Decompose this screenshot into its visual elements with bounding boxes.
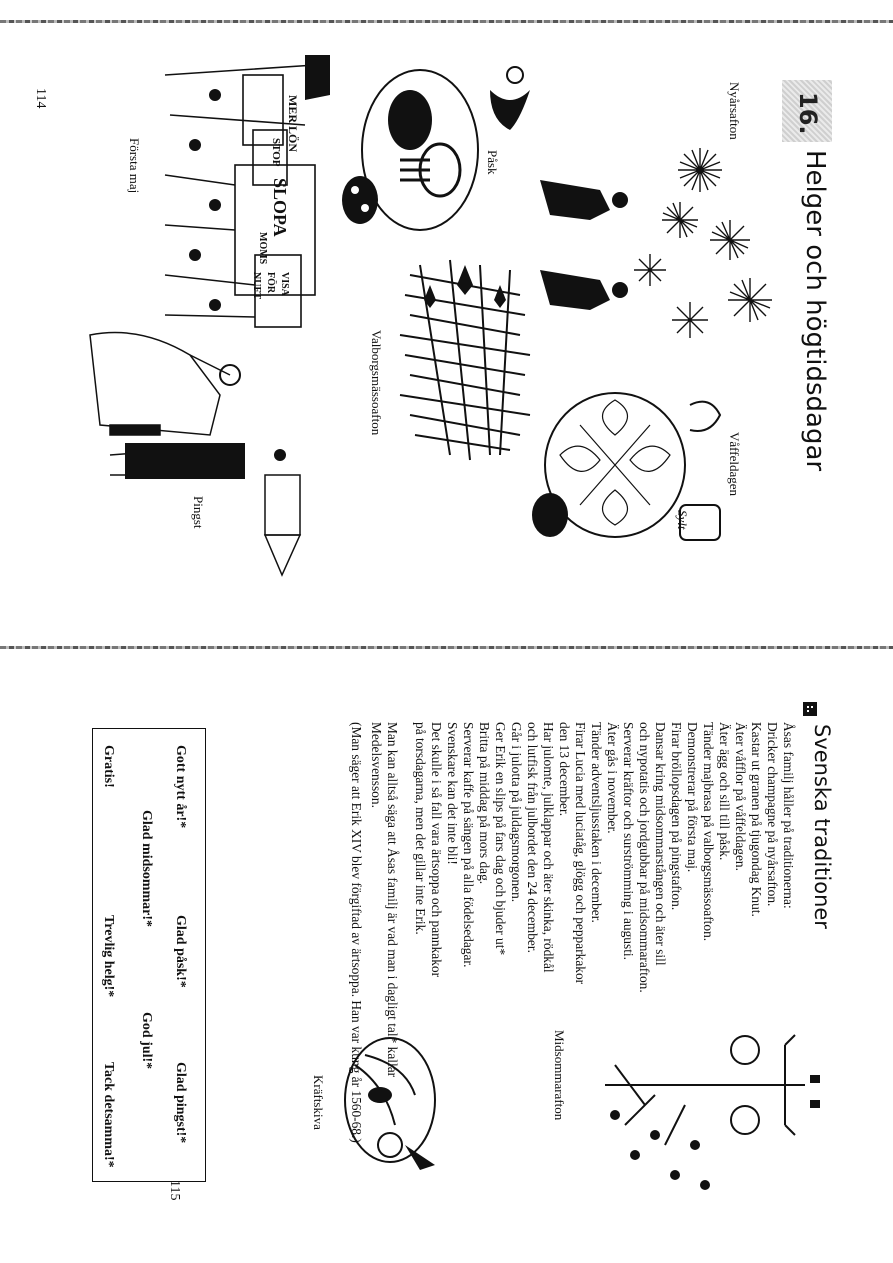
chapter-number: 16.	[794, 92, 822, 135]
label-forsta-maj: Första maj	[127, 138, 142, 194]
body-line-8: Firar bröllopsdagen på pingstafton.	[669, 722, 684, 911]
page-divider	[0, 646, 893, 649]
body-line-9: Dansar kring midsommarstången och äter sill	[653, 722, 668, 966]
sign-nuft: NUFT	[251, 272, 262, 300]
sign-mer-lon: MER LÖN	[286, 95, 300, 152]
pingst-wedding-illustration	[80, 315, 305, 585]
greeting-glad-midsommar: Glad midsommar!*	[139, 810, 154, 928]
nyarsafton-illustration	[530, 120, 780, 370]
body-line-24: på torsdagarna, men det gillar inte Erik.	[413, 722, 428, 935]
body-line-22: Svenskare kan det inte bli!	[445, 722, 460, 865]
label-pask: Påsk	[485, 150, 500, 175]
label-vaffeldagen: Våffeldagen	[727, 432, 742, 497]
sign-slopa: SLOPA	[270, 178, 290, 237]
sign-stop: STOP	[270, 138, 282, 167]
label-nyarsafton: Nyårsafton	[727, 82, 742, 140]
vaffeldagen-illustration	[530, 385, 730, 545]
body-line-7: Demonstrerar på första maj.	[685, 722, 700, 873]
label-valborgsmassoafton: Valborgsmässoafton	[369, 330, 384, 436]
body-line-1: Åsas familj håller på traditionerna:	[781, 722, 796, 909]
body-line-20: Britta på middag på mors dag.	[477, 722, 492, 885]
body-line-15: den 13 december.	[557, 722, 572, 817]
body-line-27: Medelsvensson.	[369, 722, 384, 808]
forsta-maj-demonstration-illustration	[155, 55, 330, 335]
audio-icon	[803, 702, 817, 716]
valborg-bonfire-illustration	[390, 255, 540, 465]
body-line-10: och nypotatis och jordgubbar på midsommarafton.	[637, 722, 652, 993]
body-line-13: Tänder adventsljusstaken i december.	[589, 722, 604, 923]
greeting-trevlig-helg: Trevlig helg!*	[101, 915, 116, 998]
body-line-19: Ger Erik en slips på fars dag och bjuder ut*	[493, 722, 508, 956]
body-line-11: Serverar kräftor och surströmming i augusti.	[621, 722, 636, 960]
body-line-6: Tänder majbrasa på valborgsmässoafton.	[701, 722, 716, 942]
greeting-tack-detsamma: Tack detsamma!*	[101, 1062, 116, 1168]
sign-moms: MOMS	[257, 232, 268, 265]
body-line-17: och lutfisk från julbordet den 24 december.	[525, 722, 540, 953]
label-kraftskiva: Kräftskiva	[311, 1075, 326, 1130]
label-midsommarafton: Midsommarafton	[552, 1030, 567, 1121]
sign-for: FÖR	[265, 272, 276, 294]
greeting-god-jul: God jul!*	[139, 1012, 154, 1070]
sign-visa: VISA	[279, 272, 290, 296]
body-line-3: Kastar ut granen på tjugondag Knut.	[749, 722, 764, 917]
label-pingst: Pingst	[191, 496, 206, 529]
greeting-grattis: Gratis!	[101, 745, 116, 788]
body-line-14: Firar Lucia med luciatåg, glögg och pepparkakor	[573, 722, 588, 985]
chapter-title: Helger och högtidsdagar	[800, 150, 830, 472]
greeting-gott-nytt-ar: Gott nytt år!*	[173, 745, 188, 829]
body-line-4: Äter våfflor på våffeldagen.	[733, 722, 748, 871]
scan-edge-top	[0, 20, 893, 23]
sign-sylt: Sylt	[675, 510, 690, 530]
body-line-16: Har julomte, julklappar och äter skinka, rödkål	[541, 722, 556, 973]
page-number-left: 114	[33, 88, 48, 109]
body-line-21: Serverar kaffe på sängen på alla födelsedagar.	[461, 722, 476, 968]
body-line-18: Går i julotta på juldagsmorgonen.	[509, 722, 524, 903]
midsommar-maypole-illustration	[585, 1005, 825, 1220]
body-line-5: Äter ägg och sill till påsk.	[717, 722, 732, 861]
pask-illustration	[340, 50, 540, 240]
greeting-glad-pask: Glad påsk!*	[173, 915, 188, 988]
body-line-26: Man kan alltså säga att Åsas familj är vad man i dagligt tal* kallar	[385, 722, 400, 1078]
body-line-2: Dricker champagne på nyårsafton.	[765, 722, 780, 907]
section-title: Svenska traditioner	[810, 724, 834, 929]
page-number-right: 115	[167, 1180, 182, 1201]
body-line-23: Det skulle i så fall vara ärtsoppa och pannkakor	[429, 722, 444, 978]
body-line-28: (Man säger att Erik XIV blev förgiftad av ärtsoppa. Han var kung år 1560-68.)	[349, 722, 364, 1143]
body-line-12: Äter gås i november.	[605, 722, 620, 834]
greeting-glad-pingst: Glad pingst!*	[173, 1062, 188, 1144]
